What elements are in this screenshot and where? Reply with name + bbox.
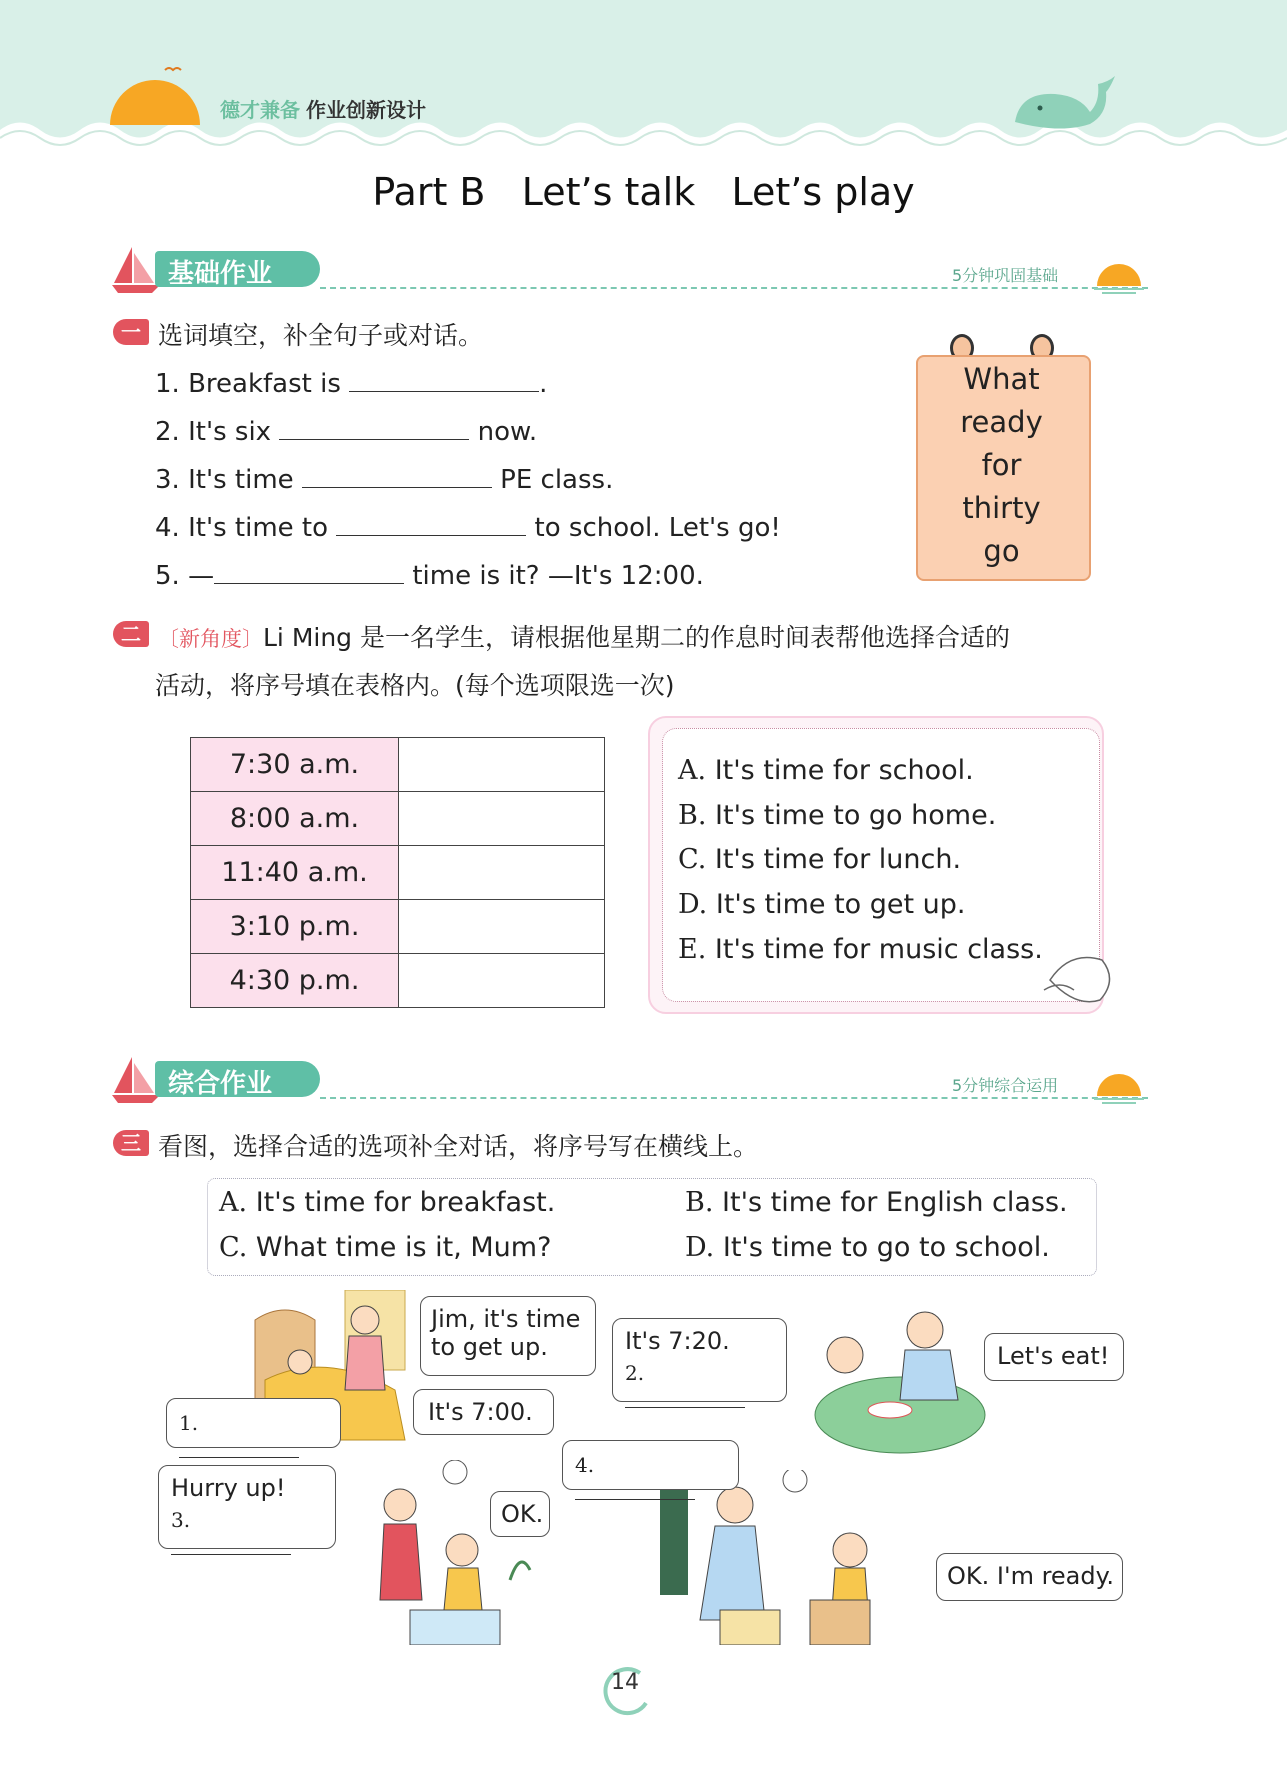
- section-banner-comprehensive: [110, 1055, 320, 1105]
- q1-item-2: [155, 413, 537, 447]
- option-text: It's time for school.: [714, 755, 974, 786]
- answer-blank[interactable]: [349, 365, 539, 392]
- option-letter: D.: [685, 1232, 715, 1263]
- breakfast-scene-illustration: [810, 1300, 990, 1460]
- banner-label: 综合作业: [168, 1069, 273, 1099]
- answer-cell[interactable]: [399, 792, 605, 846]
- answer-blank[interactable]: [171, 1532, 291, 1555]
- word-bank-item: What: [963, 362, 1040, 396]
- item-number: 2.: [155, 417, 180, 447]
- answer-cell[interactable]: [399, 738, 605, 792]
- bubble-text: It's 7:20.: [625, 1327, 730, 1355]
- word-bank-item: ready: [960, 405, 1043, 439]
- item-text-after: time is it? —It's 12:00.: [412, 561, 704, 591]
- bubble-ok: [490, 1491, 550, 1537]
- bubble-answer-1: [166, 1398, 341, 1448]
- section-divider: [320, 1097, 1148, 1099]
- option-letter: B.: [685, 1187, 714, 1218]
- table-row: [191, 846, 605, 900]
- word-bank-item: thirty: [962, 491, 1041, 525]
- option-letter: E.: [678, 934, 707, 965]
- answer-blank[interactable]: [625, 1385, 745, 1408]
- item-number: 5.: [155, 561, 180, 591]
- item-number: 1.: [155, 369, 180, 399]
- q2-option-a: [678, 755, 974, 786]
- blank-number: 2.: [625, 1361, 645, 1385]
- banner-label: 基础作业: [168, 259, 273, 289]
- option-letter: A.: [678, 755, 707, 786]
- q2-instruction-line1: [158, 618, 1010, 654]
- time-cell: 11:40 a.m.: [191, 846, 399, 900]
- q1-item-1: [155, 365, 547, 399]
- bubble-lets-eat: [984, 1333, 1124, 1381]
- option-text: It's time to get up.: [715, 889, 966, 920]
- option-text: It's time for music class.: [714, 934, 1043, 965]
- q1-item-3: [155, 461, 613, 495]
- bubble-text: It's 7:00.: [428, 1398, 533, 1426]
- bubble-text: Jim, it's time: [431, 1305, 581, 1333]
- q3-option-d: [685, 1232, 1050, 1263]
- time-cell: 3:10 p.m.: [191, 900, 399, 954]
- item-text-after: PE class.: [500, 465, 614, 495]
- q3-option-a: [219, 1187, 555, 1218]
- option-letter: C.: [219, 1232, 248, 1263]
- sun-logo-icon: [105, 60, 205, 130]
- bubble-seven-twenty: [612, 1318, 787, 1402]
- q2-option-e: [678, 934, 1043, 965]
- time-cell: 7:30 a.m.: [191, 738, 399, 792]
- word-bank-item: go: [983, 534, 1020, 568]
- time-cell: 4:30 p.m.: [191, 954, 399, 1008]
- new-angle-tag: 〔新角度〕: [158, 627, 263, 651]
- paper-curl-icon: [1040, 950, 1114, 1008]
- answer-cell[interactable]: [399, 846, 605, 900]
- option-letter: A.: [219, 1187, 248, 1218]
- answer-cell[interactable]: [399, 954, 605, 1008]
- option-text: It's time to go home.: [715, 800, 997, 831]
- answer-blank[interactable]: [214, 557, 404, 584]
- section-banner-basic: [110, 245, 320, 295]
- item-text-after: now.: [477, 417, 538, 447]
- q2-option-c: [678, 844, 961, 875]
- bubble-jim-get-up: [420, 1296, 596, 1376]
- table-row: [191, 792, 605, 846]
- q2-option-d: [678, 889, 966, 920]
- page-number: 14: [611, 1670, 639, 1695]
- bubble-seven-oclock: [413, 1389, 554, 1435]
- table-row: [191, 738, 605, 792]
- section-divider: [320, 287, 1148, 289]
- mini-sun-icon: [1094, 258, 1144, 294]
- q2-instruction-text: Li Ming 是一名学生，请根据他星期二的作息时间表帮他选择合适的: [263, 623, 1010, 652]
- page-title: Part B Let’s talk Let’s play: [372, 170, 915, 214]
- option-text: It's time for English class.: [722, 1187, 1068, 1218]
- blank-number: 4.: [575, 1453, 595, 1477]
- option-text: What time is it, Mum?: [255, 1232, 552, 1263]
- item-number: 3.: [155, 465, 180, 495]
- word-bank-item: for: [981, 448, 1022, 482]
- question-number-2: 二: [113, 621, 149, 647]
- q1-item-5: [155, 557, 704, 591]
- bubble-im-ready: [936, 1553, 1123, 1601]
- item-text-after: .: [539, 369, 548, 399]
- answer-blank[interactable]: [302, 461, 492, 488]
- table-row: [191, 900, 605, 954]
- item-text-before: It's time to: [188, 513, 329, 543]
- item-text-before: —: [188, 561, 215, 591]
- bubble-text: Hurry up!: [171, 1474, 286, 1502]
- q1-item-4: [155, 509, 781, 543]
- option-letter: C.: [678, 844, 707, 875]
- answer-blank[interactable]: [179, 1435, 299, 1458]
- brand-title: [220, 94, 426, 123]
- item-number: 4.: [155, 513, 180, 543]
- bubble-text: Let's eat!: [997, 1342, 1110, 1370]
- option-text: It's time to go to school.: [722, 1232, 1050, 1263]
- bubble-hurry-up: [158, 1465, 336, 1549]
- q2-option-b: [678, 800, 996, 831]
- whale-icon: [1010, 72, 1120, 132]
- q3-option-b: [685, 1187, 1068, 1218]
- item-text-before: It's time: [188, 465, 294, 495]
- time-cell: 8:00 a.m.: [191, 792, 399, 846]
- section-note: 5分钟综合运用: [952, 1076, 1059, 1095]
- question-number-1: 一: [113, 319, 149, 345]
- q3-instruction: 看图，选择合适的选项补全对话，将序号写在横线上。: [158, 1132, 759, 1161]
- mini-sun-icon: [1094, 1068, 1144, 1104]
- table-row: [191, 954, 605, 1008]
- section-note: 5分钟巩固基础: [952, 266, 1059, 285]
- bubble-text: to get up.: [431, 1333, 548, 1361]
- item-text-before: It's six: [188, 417, 272, 447]
- option-letter: B.: [678, 800, 707, 831]
- schedule-table: [190, 737, 605, 1008]
- question-number-3: 三: [113, 1130, 149, 1156]
- bubble-text: OK.: [501, 1500, 544, 1528]
- option-text: It's time for breakfast.: [255, 1187, 556, 1218]
- bubble-text: OK. I'm ready.: [947, 1562, 1115, 1590]
- mum-and-boy-illustration: [370, 1460, 540, 1645]
- q2-instruction-line2: 活动，将序号填在表格内。(每个选项限选一次): [155, 671, 675, 700]
- brand-dark-text: 作业创新设计: [306, 98, 426, 122]
- item-text-before: Breakfast is: [188, 369, 341, 399]
- answer-blank[interactable]: [336, 509, 526, 536]
- brand-green-text: 德才兼备: [220, 98, 300, 122]
- answer-cell[interactable]: [399, 900, 605, 954]
- q3-option-c: [219, 1232, 551, 1263]
- blank-number: 3.: [171, 1508, 191, 1532]
- blank-number: 1.: [179, 1411, 199, 1435]
- option-letter: D.: [678, 889, 708, 920]
- option-text: It's time for lunch.: [714, 844, 962, 875]
- bubble-answer-4: [562, 1440, 739, 1490]
- word-bank-list: [916, 358, 1087, 573]
- item-text-after: to school. Let's go!: [534, 513, 781, 543]
- q1-instruction: 选词填空，补全句子或对话。: [158, 321, 484, 350]
- answer-blank[interactable]: [575, 1477, 695, 1500]
- answer-blank[interactable]: [279, 413, 469, 440]
